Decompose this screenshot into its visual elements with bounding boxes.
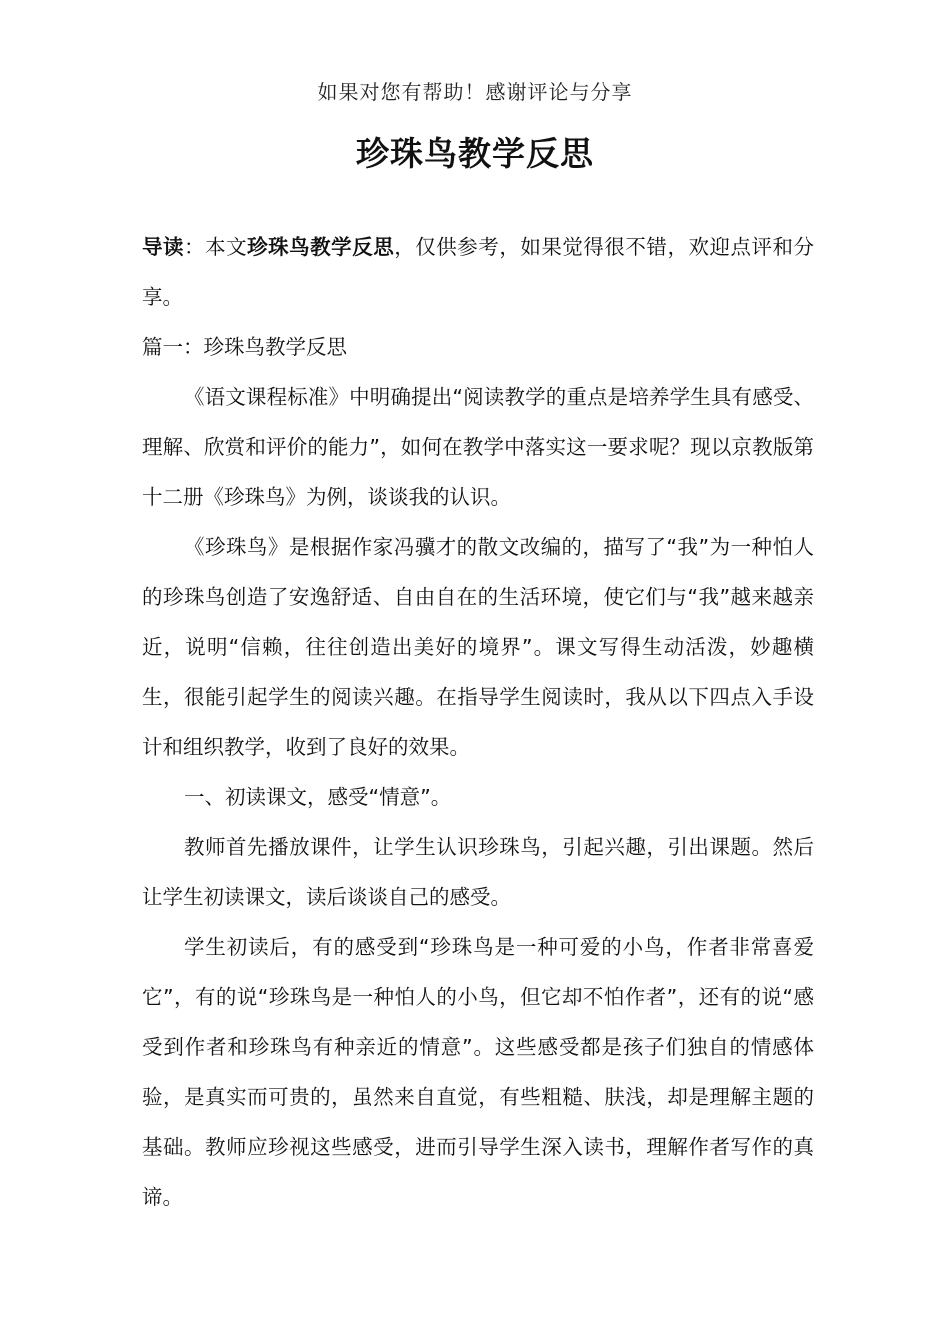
paragraph-1: 《语文课程标准》中明确提出“阅读教学的重点是培养学生具有感受、理解、欣赏和评价的能力”，如何在教学中落实这一要求呢？现以京教版第十二册《珍珠鸟》为例，谈谈我的认识。 <box>142 385 814 509</box>
intro-rest: ，仅供参考，如果觉得很不错，欢迎点评和分享。 <box>142 235 815 309</box>
paragraph-5: 学生初读后，有的感受到“珍珠鸟是一种可爱的小鸟，作者非常喜爱它”，有的说“珍珠鸟是一种怕人的小鸟，但它却不怕作者”，还有的说“感受到作者和珍珠鸟有种亲近的情意”。这些感受都是孩子们独自的情感体验，是真实而可贵的，虽然来自直觉，有些粗糙、肤浅，却是理解主题的基础。教师应珍视这些感受，进而引导学生深入读书，理解作者写作的真谛。 <box>142 935 814 1209</box>
paragraph-4: 教师首先播放课件，让学生认识珍珠鸟，引起兴趣，引出课题。然后让学生初读课文，读后谈谈自己的感受。 <box>142 835 814 909</box>
intro-title-ref: 珍珠鸟教学反思 <box>247 235 395 259</box>
paragraph-3-heading: 一、初读课文，感受“情意”。 <box>184 785 452 809</box>
document-title: 珍珠鸟教学反思 <box>356 134 594 173</box>
intro-label: 导读 <box>142 235 185 259</box>
intro-paragraph <box>142 222 814 322</box>
paragraph-2: 《珍珠鸟》是根据作家冯骥才的散文改编的，描写了“我”为一种怕人的珍珠鸟创造了安逸舒适、自由自在的生活环境，使它们与“我”越来越亲近，说明“信赖，往往创造出美好的境界”。课文写得生动活泼，妙趣横生，很能引起学生的阅读兴趣。在指导学生阅读时，我从以下四点入手设计和组织教学，收到了良好的效果。 <box>142 535 814 759</box>
section-heading: 篇一：珍珠鸟教学反思 <box>142 335 347 359</box>
document-body <box>142 222 814 1222</box>
intro-colon: ：本文 <box>184 235 248 259</box>
header-note: 如果对您有帮助！感谢评论与分享 <box>317 80 633 104</box>
